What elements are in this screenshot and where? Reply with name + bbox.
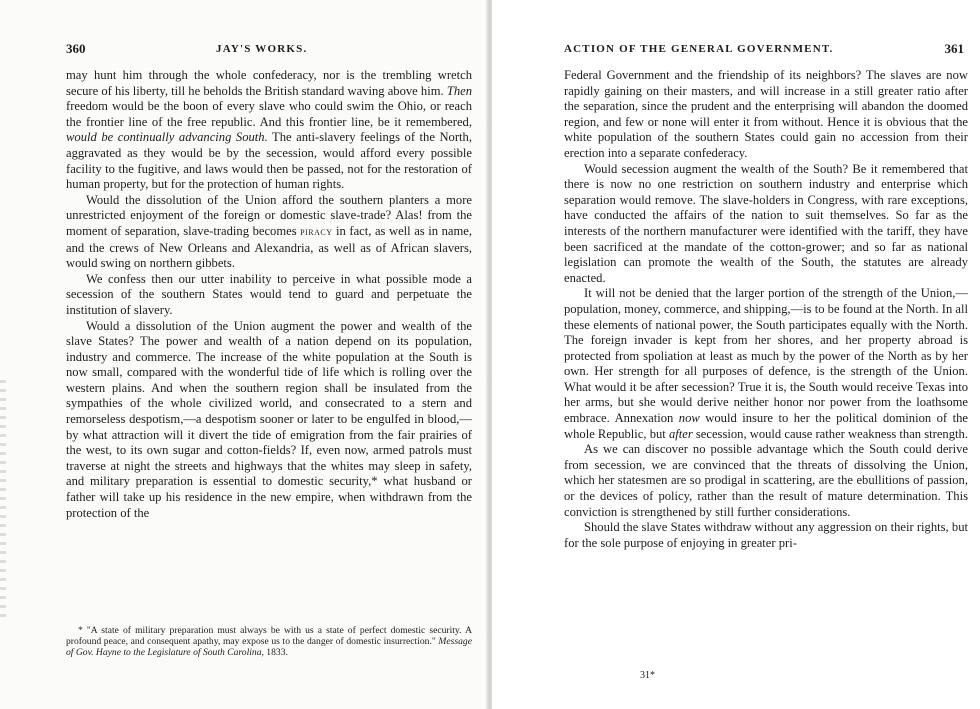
paragraph: Would secession augment the wealth of the South? Be it remembered that there is now no one restriction on southern industry and enterprise which separation would remove. The slave-holders in Congress, with rare exceptions, have conducted the affairs of the nation to suit themselves. So far as the interests of the northern manufacturer were identified with the tariff, they have been sacrificed at the mandate of the cotton-grower; and so far as national legislation can promote the wealth of the South, the statutes are already enacted. [564,161,968,285]
right-page-number: 361 [944,41,964,56]
left-page-number: 360 [66,41,86,56]
left-page-body [66,68,472,521]
paragraph: Should the slave States withdraw without any aggression on their rights, but for the sole purpose of enjoying in greater pri- [564,520,968,550]
right-running-title: ACTION OF THE GENERAL GOVERNMENT. [564,43,834,55]
paragraph: As we can discover no possible advantage which the South could derive from secession, we are convinced that the threats of dissolving the Union, which her statesmen are so prodigal in scattering, are the ebullitions of passion, or the devices of policy, rather than the result of mature determination. This conviction is strengthened by still further considerations. [564,442,968,519]
left-page [0,0,488,709]
right-page-header [564,42,964,58]
paragraph: Would the dissolution of the Union afford the southern planters a more unrestricted enjoyment of the foreign or domestic slave-trade? Alas! from the moment of separation, slave-trading becomes piracy in fact, as well as in name, and the crews of New Orleans and Alexandria, as well as of African slavers, would swing on northern gibbets. [66,192,472,271]
paragraph: Federal Government and the friendship of its neighbors? The slaves are now rapidly gaining on their masters, and will increase in a still greater ratio after the separation, since the prudent and the enterprising will abandon the doomed region, and few or none will enter it from without. Hence it is obvious that the white population of the southern States could gain no accession from their erection into a separate confederacy. [564,68,968,160]
left-running-title: JAY'S WORKS. [216,43,308,55]
right-page [492,0,980,709]
right-page-body [564,68,968,551]
footnote: * "A state of military preparation must always be with us a state of perfect domestic security. A profound peace, and consequent apathy, may expose us to the danger of domestic insurrection." Message of Gov. Hayne to the Legislature of South Carolina, 1833. [66,625,472,658]
left-page-header [66,42,472,58]
paragraph: Would a dissolution of the Union augment the power and wealth of the slave States? The power and wealth of a nation depend on its population, industry and commerce. The increase of the white population at the South is now small, compared with the wonderful tide of life which is rolling over the western plains. And when the southern region shall be insulated from the sympathies of the whole civilized world, and consecrated to a stern and remorseless despotism,—a despotism sooner or later to be engulfed in blood,—by what attraction will it divert the tide of emigration from the fair prairies of the west, to its own sugar and cotton-fields? If, even now, armed patrols must traverse at night the streets and highways that the whites may sleep in safety, and military preparation is essential to domestic security,* what husband or father will take up his residence in the new empire, when withdrawn from the protection of the [66,318,472,520]
paragraph: It will not be denied that the larger portion of the strength of the Union,—population, money, commerce, and shipping,—is to be found at the North. In all these elements of national power, the South participates equally with the North. The foreign invader is kept from her shores, and her property abroad is protected from spoliation at least as much by the power of the North as by her own. Her strength for all purposes of defence, is the strength of the Union. What would it be after secession? True it is, the South would receive Texas into her arms, but she would derive neither honor nor power from the loathsome embrace. Annexation now would insure to her the political dominion of the whole Republic, but after secession, would cause rather weakness than strength. [564,286,968,441]
signature-mark: 31* [640,670,655,681]
page-edge-shadow [0,380,6,620]
paragraph: may hunt him through the whole confederacy, nor is the trembling wretch secure of his liberty, till he beholds the British standard waving above him. Then freedom would be the boon of every slave who could swim the Ohio, or reach the frontier line of the free republic. And this frontier line, be it remembered, would be continually advancing South. The anti-slavery feelings of the North, aggravated as they would be by the secession, would afford every possible facility to the fugitive, and laws would then be passed, not for the restoration of human property, but for the protection of human rights. [66,68,472,192]
paragraph: We confess then our utter inability to perceive in what possible mode a secession of the southern States would tend to guard and perpetuate the institution of slavery. [66,271,472,317]
